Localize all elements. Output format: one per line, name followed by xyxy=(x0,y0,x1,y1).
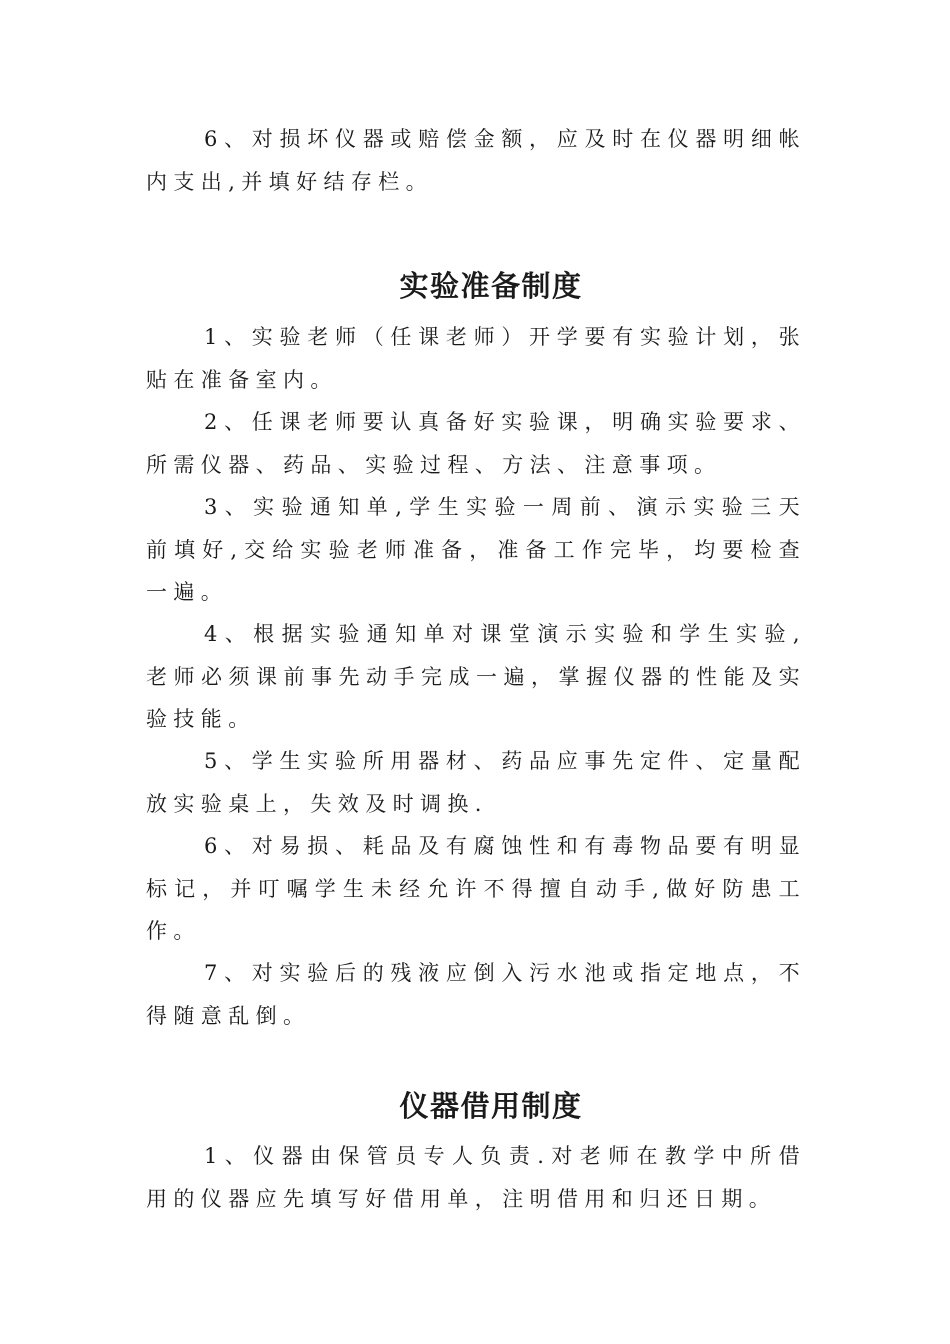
section-title-instrument-borrowing: 仪器借用制度 xyxy=(399,1089,583,1123)
experiment-prep-item-4: 4、根据实验通知单对课堂演示实验和学生实验,老师必须课前事先动手完成一遍，掌握仪器的性能及实验技能。 xyxy=(146,622,806,731)
section-title-experiment-prep: 实验准备制度 xyxy=(399,269,583,303)
instrument-borrowing-item-1: 1、仪器由保管员专人负责.对老师在教学中所借用的仪器应先填写好借用单，注明借用和归还日期。 xyxy=(146,1144,806,1211)
experiment-prep-item-1: 1、实验老师（任课老师）开学要有实验计划，张贴在准备室内。 xyxy=(146,325,806,392)
intro-paragraph-6: 6、对损坏仪器或赔偿金额，应及时在仪器明细帐内支出,并填好结存栏。 xyxy=(146,127,806,194)
experiment-prep-item-6: 6、对易损、耗品及有腐蚀性和有毒物品要有明显标记，并叮嘱学生未经允许不得擅自动手,做好防患工作。 xyxy=(146,834,806,943)
experiment-prep-item-2: 2、任课老师要认真备好实验课，明确实验要求、所需仪器、药品、实验过程、方法、注意事项。 xyxy=(146,410,806,477)
experiment-prep-item-5: 5、学生实验所用器材、药品应事先定件、定量配放实验桌上，失效及时调换. xyxy=(146,749,806,816)
experiment-prep-item-3: 3、实验通知单,学生实验一周前、演示实验三天前填好,交给实验老师准备，准备工作完毕，均要检查一遍。 xyxy=(146,495,806,604)
experiment-prep-item-7: 7、对实验后的残液应倒入污水池或指定地点，不得随意乱倒。 xyxy=(146,961,806,1028)
